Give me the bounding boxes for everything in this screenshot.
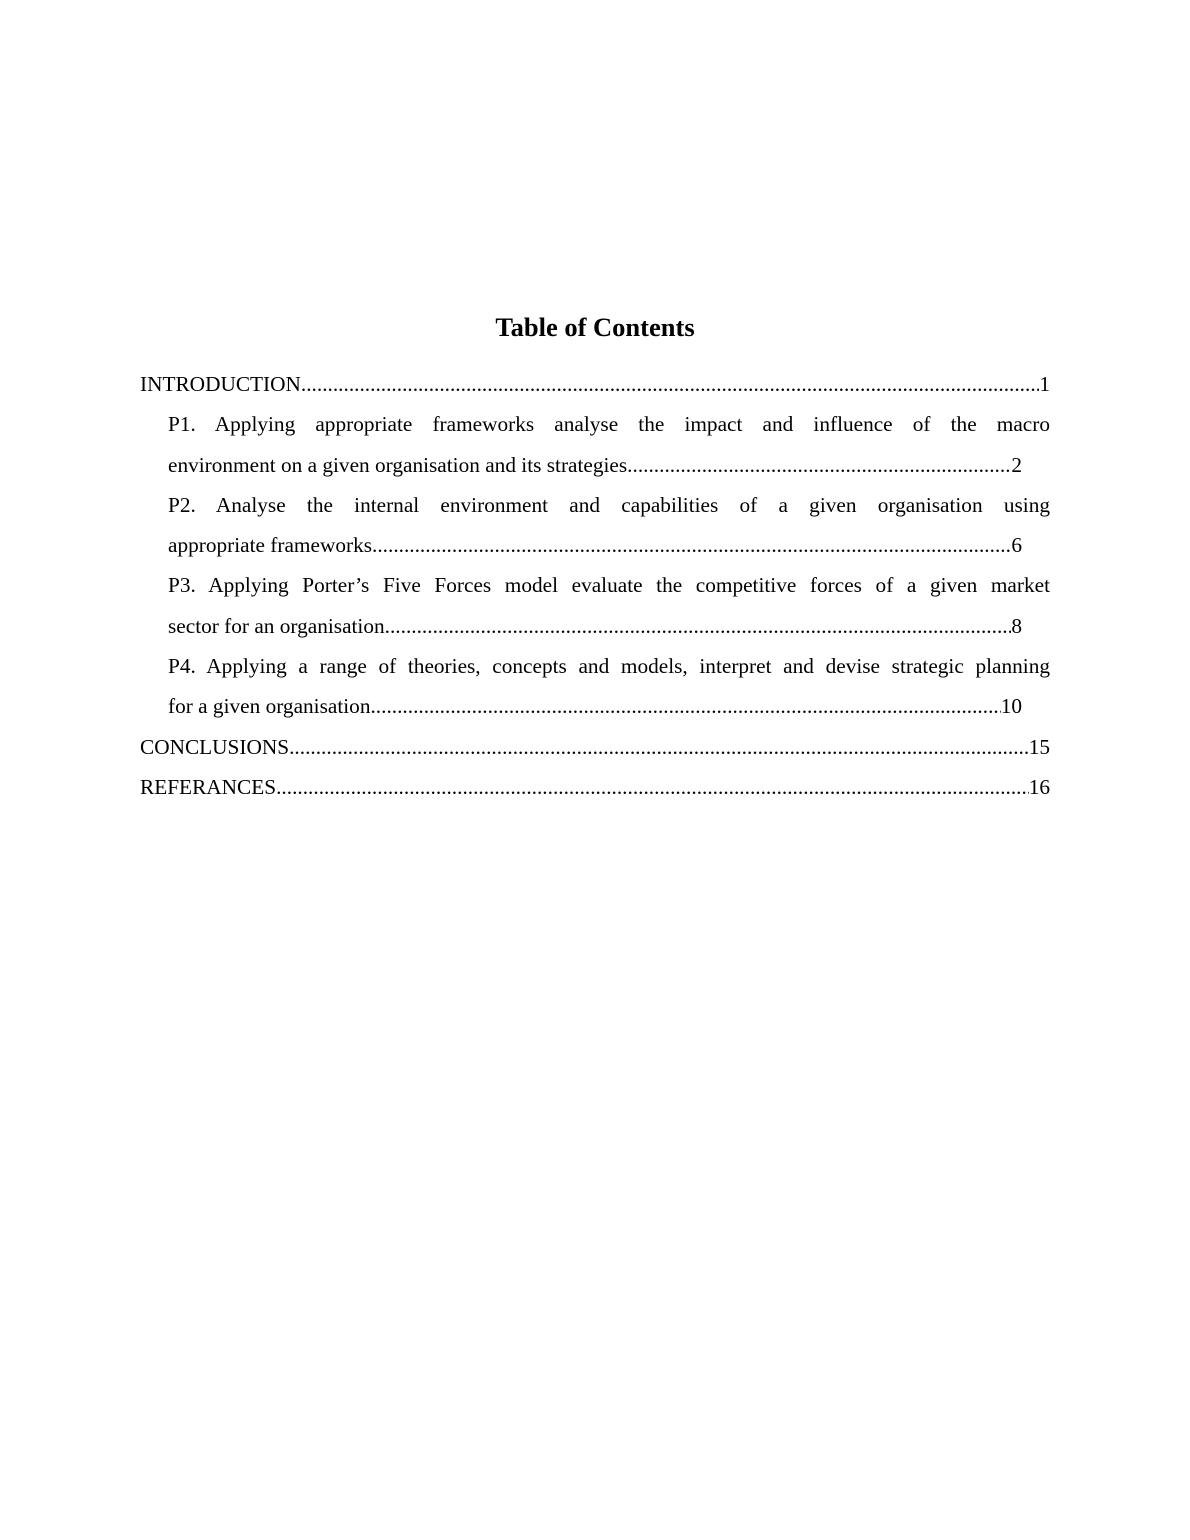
toc-title: Table of Contents [495, 312, 695, 342]
toc-page-number: 8 [1011, 613, 1022, 638]
toc-page-number: 6 [1011, 533, 1022, 558]
toc-dot-leader [627, 445, 1011, 485]
toc-dot-leader [301, 364, 1039, 404]
toc-page-number: 2 [1011, 452, 1022, 477]
toc-entry-p3[interactable] [140, 565, 1050, 646]
toc-entry-label-line1: P3. Applying Porter’s Five Forces model evaluate the competitive forces of a given market [168, 573, 1050, 598]
toc-page-number: 10 [1000, 694, 1022, 719]
toc-dot-leader [370, 686, 1000, 726]
toc-entry-label-line1: P2. Analyse the internal environment and capabilities of a given organisation using [168, 492, 1050, 517]
toc-dot-leader [289, 727, 1029, 767]
toc-entry-label-line1: P4. Applying a range of theories, concepts and models, interpret and devise strategic planning [168, 654, 1050, 679]
toc-entry-conclusions[interactable] [140, 727, 1050, 767]
toc-entry-introduction[interactable] [140, 364, 1050, 404]
toc-entry-label: INTRODUCTION [140, 372, 301, 396]
toc-entry-label-line2: for a given organisation [168, 694, 371, 719]
toc-entry-label-line2: sector for an organisation [168, 613, 385, 638]
toc-entry-label-line2: appropriate frameworks [168, 533, 373, 558]
toc-page-number: 16 [1028, 774, 1050, 799]
table-of-contents [140, 364, 1050, 807]
toc-entry-label-line1: P1. Applying appropriate frameworks analyse the impact and influence of the macro [168, 412, 1050, 437]
toc-page-number: 1 [1039, 372, 1050, 396]
toc-dot-leader [372, 525, 1011, 565]
toc-entry-p1[interactable] [140, 404, 1050, 485]
toc-entry-p2[interactable] [140, 485, 1050, 566]
toc-dot-leader [276, 767, 1029, 807]
toc-entry-label: REFERANCES [140, 774, 277, 799]
toc-entry-label-line2: environment on a given organisation and its strategies [168, 452, 628, 477]
toc-page-number: 15 [1028, 734, 1050, 759]
toc-entry-references[interactable] [140, 767, 1050, 807]
toc-entry-label: CONCLUSIONS [140, 734, 290, 759]
toc-dot-leader [385, 606, 1012, 646]
toc-entry-p4[interactable] [140, 646, 1050, 727]
